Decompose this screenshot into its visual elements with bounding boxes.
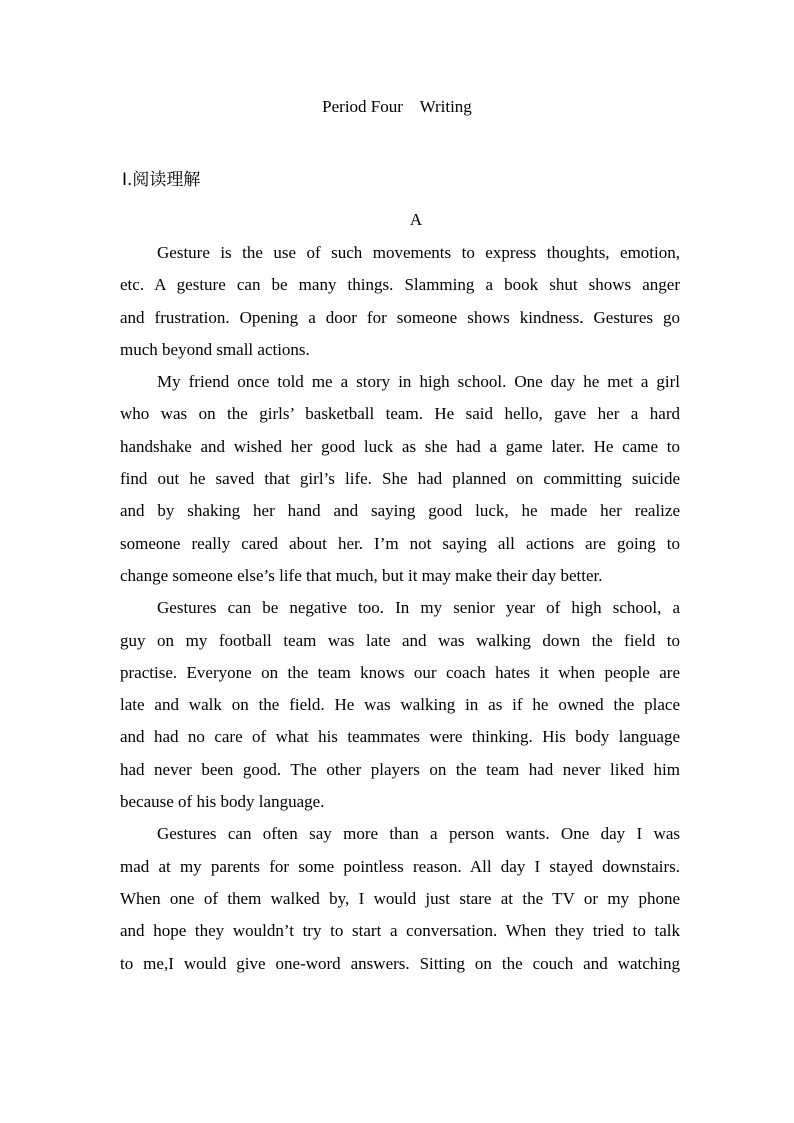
text-line: Gestures can be negative too. In my senior year of high school, a [157,598,680,618]
text-line: practise. Everyone on the team knows our coach hates it when people are [120,662,680,682]
text-line: because of his body language. [120,792,325,812]
text-line: etc. A gesture can be many things. Slamming a book shut shows anger [120,275,680,295]
passage-label: A [409,210,423,229]
text-line: change someone else’s life that much, but it may make their day better. [120,565,603,585]
text-line: Gesture is the use of such movements to express thoughts, emotion, [157,243,680,262]
text-line: who was on the girls’ basketball team. He said hello, gave her a hard [120,404,680,424]
section-heading: Ⅰ.阅读理解 [122,170,201,190]
text-line: someone really cared about her. I’m not saying all actions are going to [120,533,680,553]
text-line: and frustration. Opening a door for someone shows kindness. Gestures go [120,307,680,327]
page-title: Period Four Writing [322,97,472,116]
passage-body [120,237,680,980]
text-line: When one of them walked by, I would just stare at the TV or my phone [120,888,680,908]
text-line: to me,I would give one-word answers. Sitting on the couch and watching [120,953,680,973]
text-line: and had no care of what his teammates were thinking. His body language [120,727,680,747]
text-line: find out he saved that girl’s life. She had planned on committing suicide [120,469,680,489]
text-line: and hope they wouldn’t try to start a conversation. When they tried to talk [120,921,680,941]
text-line: late and walk on the field. He was walking in as if he owned the place [120,695,680,715]
text-line: guy on my football team was late and was walking down the field to [120,630,680,650]
text-line: and by shaking her hand and saying good luck, he made her realize [120,501,680,521]
text-line: Gestures can often say more than a person wants. One day I was [157,824,680,844]
text-line: mad at my parents for some pointless reason. All day I stayed downstairs. [120,856,680,876]
text-line: had never been good. The other players on the team had never liked him [120,759,680,779]
text-line: much beyond small actions. [120,339,310,359]
text-line: My friend once told me a story in high school. One day he met a girl [157,372,680,392]
text-line: handshake and wished her good luck as she had a game later. He came to [120,436,680,456]
